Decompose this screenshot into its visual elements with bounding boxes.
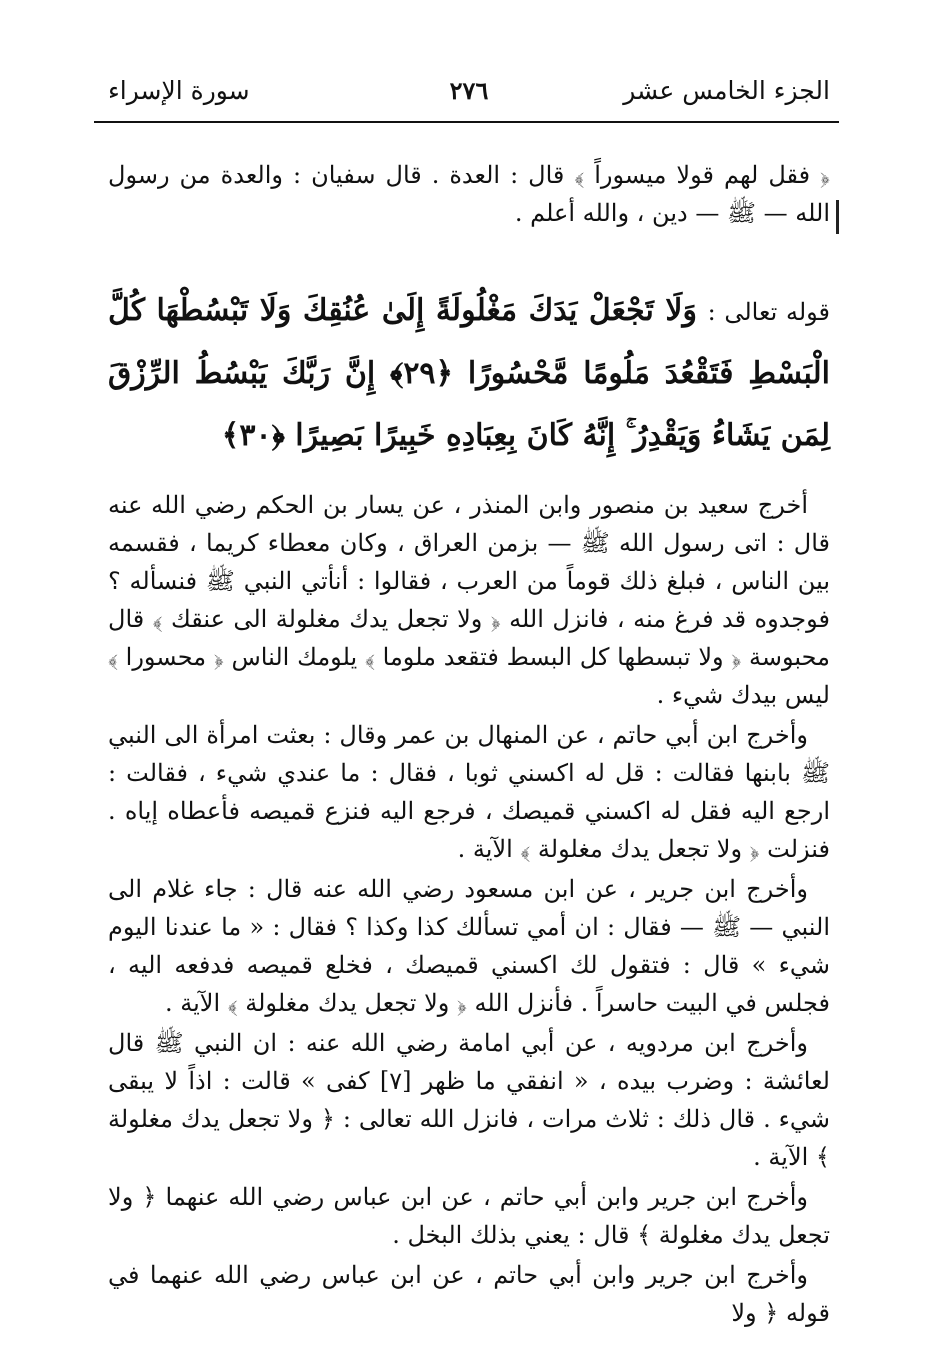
- intro-paragraph: [108, 156, 830, 232]
- verse-label: قوله تعالى :: [707, 298, 830, 326]
- paragraph: وأخرج ابن جرير وابن أبي حاتم ، عن ابن عباس رضي الله عنهما ﴿ ولا تجعل يدك مغلولة ﴾ قال : يعني بذلك البخل .: [108, 1183, 830, 1249]
- paragraph: وأخرج ابن جرير وابن أبي حاتم ، عن ابن عباس رضي الله عنهما في قوله ﴿ ولا: [108, 1261, 830, 1327]
- intro-text: ﴿ فقل لهم قولا ميسوراً ﴾ قال : العدة . قال سفيان : والعدة من رسول الله — ﷺ — دين ، والله أعلم .: [108, 161, 830, 227]
- paragraph: وأخرج ابن مردويه ، عن أبي امامة رضي الله عنه : ان النبي ﷺ قال لعائشة : وضرب بيده ، « انفقي ما ظهر [٧] كفى » قالت : اذاً لا يبقى شيء . قال ذلك : ثلاث مرات ، فانزل الله تعالى : ﴿ ولا تجعل يدك مغلولة ﴾ الآية .: [108, 1029, 830, 1171]
- header-surah-title: سورة الإسراء: [108, 76, 250, 105]
- quran-verse-block: [108, 280, 830, 467]
- commentary-body: [108, 486, 830, 1332]
- verse-text: وَلَا تَجْعَلْ يَدَكَ مَغْلُولَةً إِلَىٰ عُنُقِكَ وَلَا تَبْسُطْهَا كُلَّ الْبَسْطِ فَتَقْعُدَ مَلُومًا مَّحْسُورًا ﴿٢٩﴾ إِنَّ رَبَّكَ يَبْسُطُ الرِّزْقَ لِمَن يَشَاءُ وَيَقْدِرُ ۚ إِنَّهُ كَانَ بِعِبَادِهِ خَبِيرًا بَصِيرًا ﴿٣٠﴾: [108, 293, 830, 453]
- header-rule: [94, 121, 839, 123]
- header-part-title: الجزء الخامس عشر: [623, 76, 830, 105]
- verse-line: [108, 280, 830, 467]
- paragraph: وأخرج ابن جرير ، عن ابن مسعود رضي الله عنه قال : جاء غلام الى النبي — ﷺ — فقال : ان أمي تسألك كذا وكذا ؟ فقال : « ما عندنا اليوم شيء » قال : فتقول لك اكسني قميصك ، فخلع قميصه فدفعه اليه ، فجلس في البيت حاسراً . فأنزل الله ﴿ ولا تجعل يدك مغلولة ﴾ الآية .: [108, 875, 830, 1017]
- page-number: ٢٧٦: [449, 76, 489, 105]
- page-header: [108, 74, 830, 114]
- paragraph: أخرج سعيد بن منصور وابن المنذر ، عن يسار بن الحكم رضي الله عنه قال : اتى رسول الله ﷺ — بزمن العراق ، وكان معطاء كريما ، فقسمه بين الناس ، فبلغ ذلك قوماً من العرب ، فقالوا : أنأتي النبي ﷺ فنسأله ؟ فوجدوه قد فرغ منه ، فانزل الله ﴿ ولا تجعل يدك مغلولة الى عنقك ﴾ قال محبوسة ﴿ ولا تبسطها كل البسط فتقعد ملوما ﴾ يلومك الناس ﴿ محسورا ﴾ ليس بيدك شيء .: [108, 491, 831, 709]
- paragraph: وأخرج ابن أبي حاتم ، عن المنهال بن عمر وقال : بعثت امرأة الى النبي ﷺ بابنها فقالت : قل له اكسني ثوبا ، فقال : ما عندي شيء ، فقالت : ارجع اليه فقل له اكسني قميصك ، فرجع اليه فنزع قميصه فأعطاه إياه . فنزلت ﴿ ولا تجعل يدك مغلولة ﴾ الآية .: [108, 721, 830, 863]
- margin-mark: [836, 200, 839, 234]
